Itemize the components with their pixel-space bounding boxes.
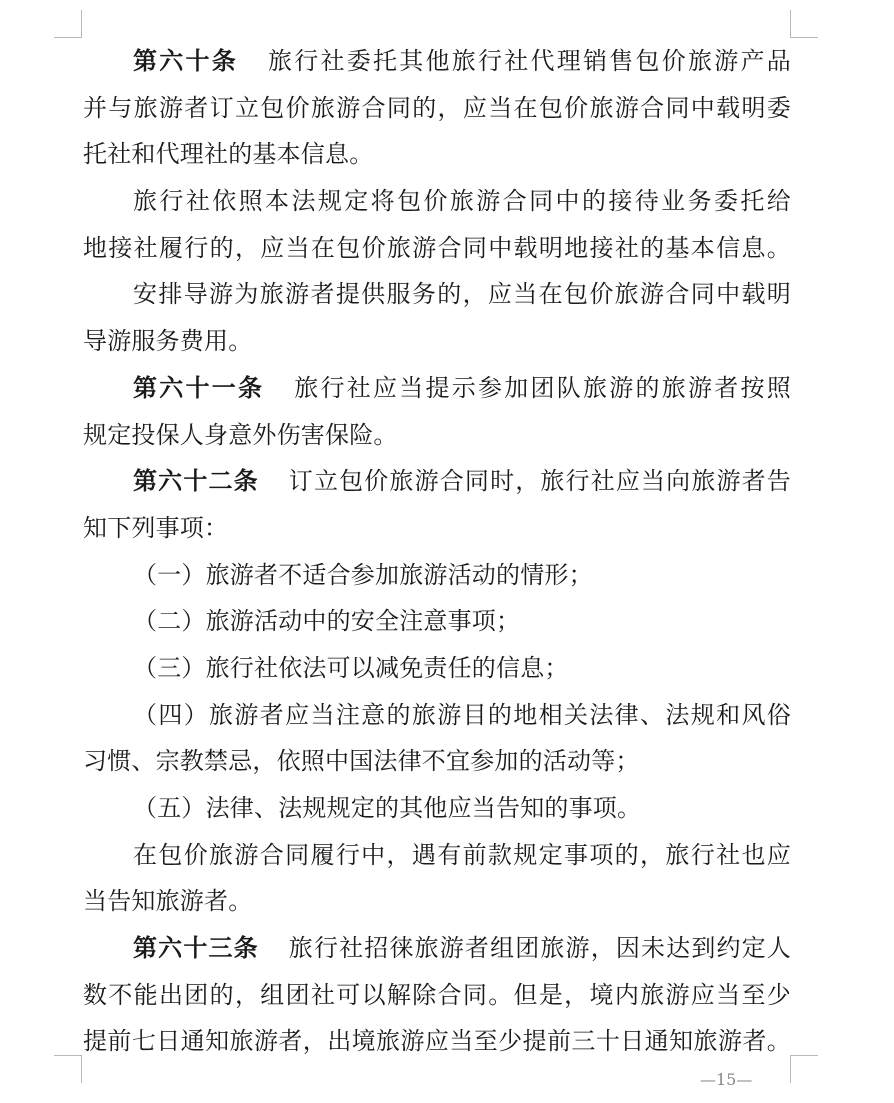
- article-heading: 第六十一条: [133, 373, 265, 402]
- paragraph-text: 旅行社委托其他旅行社代理销售包价旅游产品: [268, 47, 791, 75]
- paragraph-text: 订立包价旅游合同时，旅行社应当向旅游者告: [288, 467, 792, 496]
- paragraph-line: 安排导游为旅游者提供服务的，应当在包价旅游合同中载明: [133, 280, 791, 309]
- paragraph-line: [83, 458, 791, 505]
- list-item: （五）法律、法规规定的其他应当告知的事项。: [133, 794, 642, 822]
- paragraph-line: 知下列事项：: [83, 513, 229, 542]
- paragraph-line: 规定投保人身意外伤害保险。: [83, 420, 398, 449]
- article-heading: 第六十二条: [133, 467, 259, 496]
- paragraph-line: 在包价旅游合同履行中，遇有前款规定事项的，旅行社也应: [133, 840, 791, 869]
- list-item: （三）旅行社依法可以减免责任的信息；: [133, 653, 569, 682]
- article-heading: 第六十条: [133, 47, 239, 75]
- paragraph-line: 旅行社依照本法规定将包价旅游合同中的接待业务委托给: [133, 187, 791, 216]
- paragraph-line: [83, 38, 791, 85]
- paragraph-line: 当告知旅游者。: [83, 887, 253, 916]
- list-item: （四）旅游者应当注意的旅游目的地相关法律、法规和风俗: [133, 700, 791, 729]
- paragraph-line: 并与旅游者订立包价旅游合同的，应当在包价旅游合同中载明委: [83, 93, 791, 122]
- paragraph-line: [83, 925, 791, 972]
- list-item-continuation: 习惯、宗教禁忌，依照中国法律不宜参加的活动等；: [83, 747, 640, 776]
- paragraph-line: 提前七日通知旅游者，出境旅游应当至少提前三十日通知旅游者。: [83, 1027, 791, 1056]
- article-heading: 第六十三条: [133, 934, 259, 963]
- paragraph-text: 旅行社应当提示参加团队旅游的旅游者按照: [294, 373, 791, 402]
- page-number: —15—: [700, 1070, 753, 1089]
- paragraph-line: 托社和代理社的基本信息。: [83, 140, 374, 169]
- paragraph-line: [83, 365, 791, 412]
- list-item: （二）旅游活动中的安全注意事项；: [133, 607, 521, 636]
- list-item: （一）旅游者不适合参加旅游活动的情形；: [133, 560, 593, 589]
- paragraph-line: 地接社履行的，应当在包价旅游合同中载明地接社的基本信息。: [83, 233, 791, 262]
- paragraph-line: 数不能出团的，组团社可以解除合同。但是，境内旅游应当至少: [83, 980, 791, 1009]
- document-body: [83, 38, 791, 1065]
- paragraph-line: 导游服务费用。: [83, 327, 253, 356]
- paragraph-text: 旅行社招徕旅游者组团旅游，因未达到约定人: [288, 934, 792, 963]
